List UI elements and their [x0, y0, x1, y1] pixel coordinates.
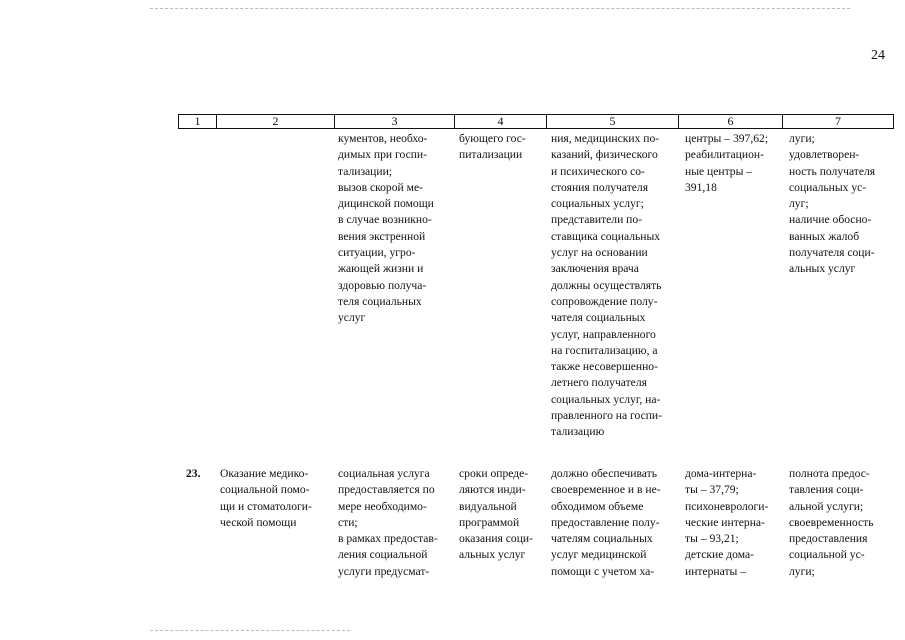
scan-artifact-bottom	[150, 630, 350, 632]
text-line: кументов, необхо-	[338, 132, 428, 145]
text-line: социальной ус-	[789, 548, 865, 562]
text-line: предоставления	[789, 532, 868, 546]
row-number	[186, 466, 214, 482]
text-line: услуг	[338, 311, 366, 325]
text-line: услуг медицинской	[551, 548, 647, 562]
text-line: ческой помощи	[220, 515, 297, 529]
text-line: полнота предос-	[789, 467, 870, 480]
text-line: правленного на госпи-	[551, 409, 662, 423]
text-line: чателям социальных	[551, 532, 653, 546]
top-col-3	[338, 131, 450, 327]
header-col-1: 1	[179, 115, 217, 128]
header-col-4: 4	[455, 115, 547, 128]
top-col-6	[685, 131, 778, 196]
text-line: щи и стоматологи-	[220, 499, 312, 513]
text-line: предоставляется по	[338, 483, 435, 497]
text-line: психоневрологи-	[685, 499, 769, 513]
text-line: луги;	[789, 132, 815, 145]
text-line: предоставление полу-	[551, 515, 660, 529]
text-line: на госпитализацию, а	[551, 343, 658, 357]
page-number: 24	[871, 48, 885, 63]
text-line: видуальной	[459, 499, 517, 513]
text-line: ставщика социальных	[551, 229, 661, 243]
text-line: ления социальной	[338, 548, 428, 562]
text-line: удовлетворен-	[789, 148, 860, 162]
text-line: ляются инди-	[459, 483, 526, 497]
text-line: ность получателя	[789, 164, 876, 178]
text-line: ные центры –	[685, 164, 753, 178]
bottom-col-3	[338, 466, 450, 580]
text-line: теля социальных	[338, 294, 422, 308]
table-header-row	[178, 114, 894, 129]
text-line: 23.	[186, 467, 201, 480]
text-line: ты – 93,21;	[685, 532, 739, 546]
text-line: сти;	[338, 515, 358, 529]
text-line: казаний, физического	[551, 148, 658, 162]
text-line: жающей жизни и	[338, 262, 424, 276]
text-line: Оказание медико-	[220, 467, 309, 480]
bottom-col-6	[685, 466, 778, 580]
text-line: луги;	[789, 564, 815, 578]
text-line: здоровью получа-	[338, 278, 427, 292]
text-line: луг;	[789, 197, 809, 211]
text-line: реабилитацион-	[685, 148, 764, 162]
text-line: питализации	[459, 148, 523, 162]
text-line: димых при госпи-	[338, 148, 427, 162]
text-line: альных услуг	[789, 262, 856, 276]
top-col-5	[551, 131, 675, 441]
text-line: тавления соци-	[789, 483, 864, 497]
bottom-col-5	[551, 466, 675, 580]
text-line: ситуации, угро-	[338, 246, 416, 260]
text-line: социальной помо-	[220, 483, 310, 497]
text-line: бующего гос-	[459, 132, 526, 145]
text-line: услуг, направленного	[551, 327, 656, 341]
text-line: услуг на основании	[551, 246, 648, 260]
text-line: мере необходимо-	[338, 499, 427, 513]
text-line: помощи с учетом ха-	[551, 564, 655, 578]
text-line: наличие обосно-	[789, 213, 872, 227]
text-line: также несовершенно-	[551, 360, 658, 374]
text-line: ты – 37,79;	[685, 483, 739, 497]
text-line: социальных услуг;	[551, 197, 644, 211]
header-col-2: 2	[217, 115, 335, 128]
header-col-6: 6	[679, 115, 783, 128]
text-line: обходимом объеме	[551, 499, 644, 513]
header-col-5: 5	[547, 115, 679, 128]
text-line: получателя соци-	[789, 246, 875, 260]
text-line: летнего получателя	[551, 376, 647, 390]
text-line: детские дома-	[685, 548, 755, 562]
text-line: стояния получателя	[551, 180, 649, 194]
text-line: своевременное и в не-	[551, 483, 661, 497]
text-line: тализации;	[338, 164, 393, 178]
header-col-7: 7	[835, 114, 841, 128]
text-line: программой	[459, 515, 520, 529]
text-line: должно обеспечивать	[551, 467, 657, 480]
text-line: тализацию	[551, 425, 605, 439]
scan-artifact-top	[150, 8, 850, 10]
text-line: сроки опреде-	[459, 467, 529, 480]
text-line: в рамках предостав-	[338, 532, 438, 546]
text-line: социальных услуг, на-	[551, 392, 661, 406]
text-line: и психического со-	[551, 164, 645, 178]
text-line: сопровождение полу-	[551, 294, 658, 308]
text-line: социальных ус-	[789, 180, 867, 194]
text-line: ния, медицинских по-	[551, 132, 660, 145]
text-line: социальная услуга	[338, 467, 430, 480]
text-line: в случае возникно-	[338, 213, 432, 227]
bottom-col-7	[789, 466, 888, 580]
text-line: чателя социальных	[551, 311, 646, 325]
text-line: центры – 397,62;	[685, 132, 769, 145]
text-line: своевременность	[789, 515, 874, 529]
service-name	[220, 466, 328, 531]
text-line: ванных жалоб	[789, 229, 860, 243]
top-col-4	[459, 131, 543, 164]
header-col-3: 3	[335, 115, 455, 128]
text-line: дома-интерна-	[685, 467, 757, 480]
text-line: вения экстренной	[338, 229, 426, 243]
text-line: представители по-	[551, 213, 643, 227]
text-line: оказания соци-	[459, 532, 533, 546]
text-line: заключения врача	[551, 262, 639, 276]
text-line: альных услуг	[459, 548, 526, 562]
text-line: должны осуществлять	[551, 278, 662, 292]
text-line: дицинской помощи	[338, 197, 434, 211]
top-col-7	[789, 131, 888, 278]
text-line: интернаты –	[685, 564, 747, 578]
text-line: 391,18	[685, 180, 717, 194]
text-line: услуги предусмат-	[338, 564, 430, 578]
text-line: ческие интерна-	[685, 515, 765, 529]
text-line: альной услуги;	[789, 499, 864, 513]
text-line: вызов скорой ме-	[338, 180, 423, 194]
bottom-col-4	[459, 466, 543, 564]
